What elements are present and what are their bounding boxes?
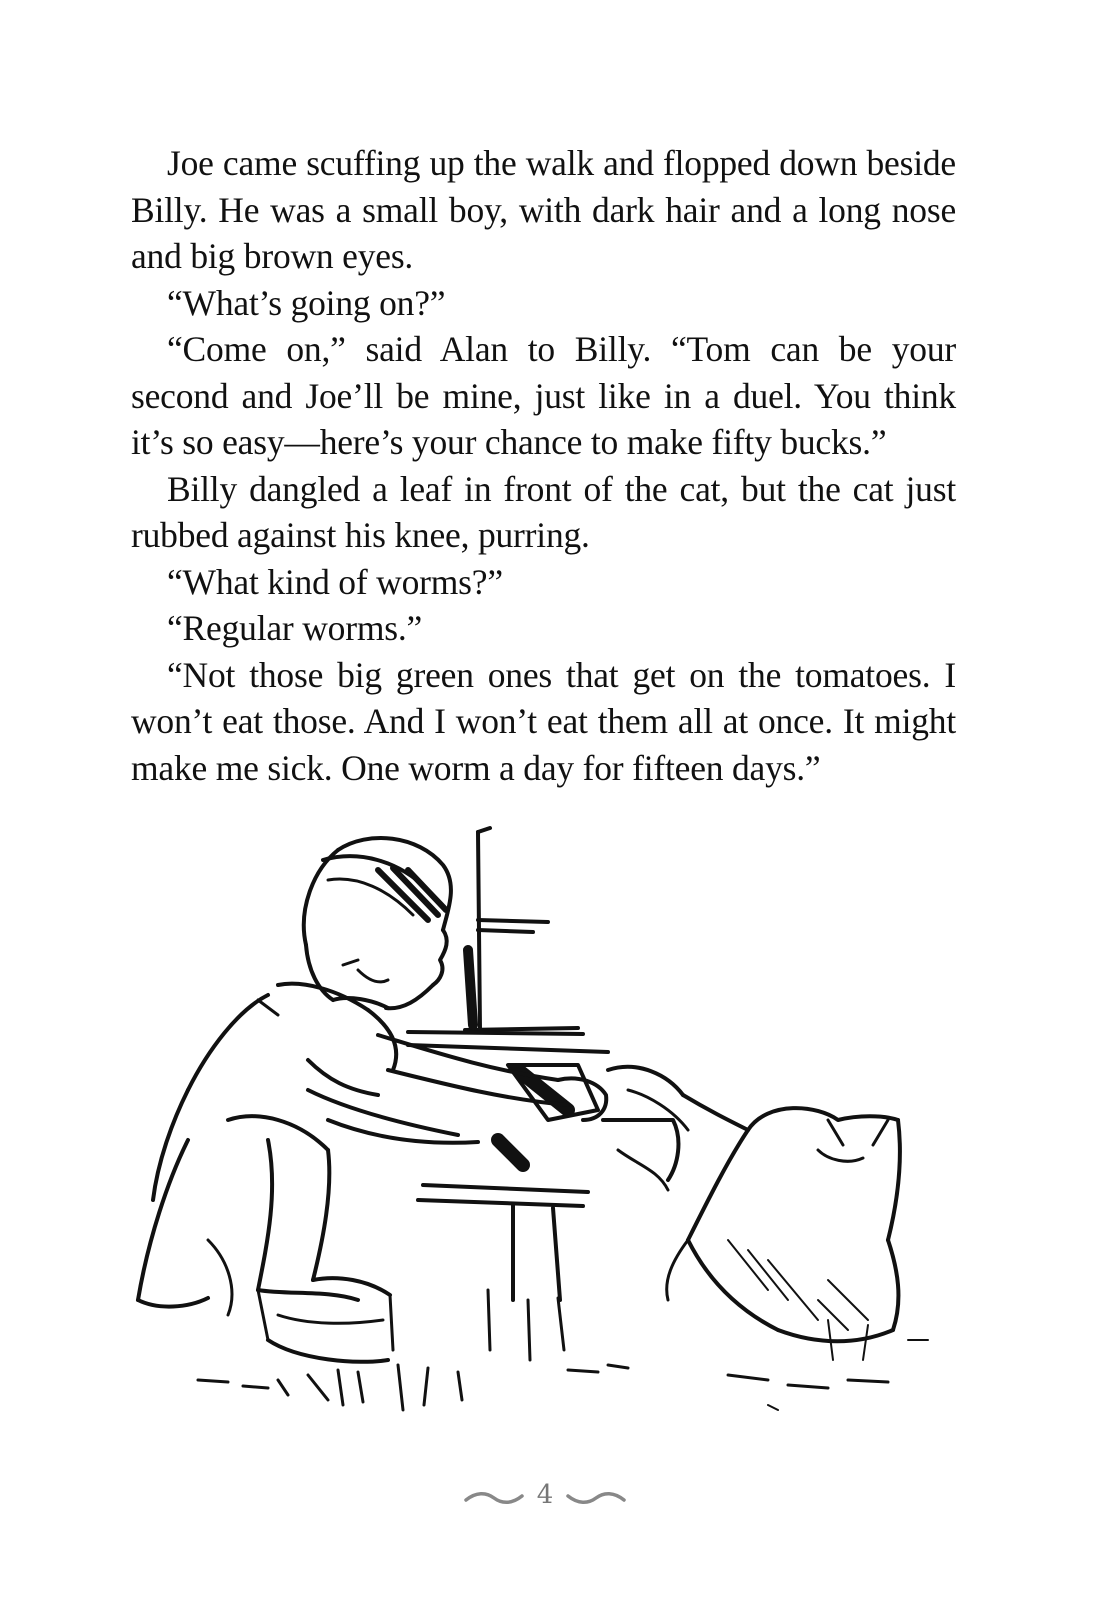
paragraph-2: “What’s going on?” [167,282,446,323]
paragraph-5: “What kind of worms?” [167,561,503,602]
page-folio [0,1480,1101,1530]
paragraph-4: Billy dangled a leaf in front of the cat, but the cat just rubbed against his knee, purring. [131,468,956,555]
paragraph-6: “Regular worms.” [167,608,423,648]
ground-drawing [198,1290,928,1410]
cat-drawing [603,1067,900,1341]
right-swash-ornament-icon [566,1486,626,1510]
boy-drawing [138,838,606,1362]
paragraph-7: “Not those big green ones that get on the tomatoes. I won’t eat those. And I won’t eat them all at once. It might make me sick. One worm a day for fifteen days.” [131,654,956,788]
page-number: 4 [536,1480,554,1510]
body-text [131,140,956,791]
paragraph-3: “Come on,” said Alan to Billy. “Tom can be your second and Joe’ll be mine, just like in a duel. You think it’s so easy—here’s your chance to make fifty bucks.” [131,329,956,462]
paragraph-1: Joe came scuffing up the walk and flopped down beside Billy. He was a small boy, with dark hair and a long nose and big brown eyes. [131,143,956,276]
boy-and-cat-drawing-icon [128,820,958,1420]
left-swash-ornament-icon [464,1486,524,1510]
